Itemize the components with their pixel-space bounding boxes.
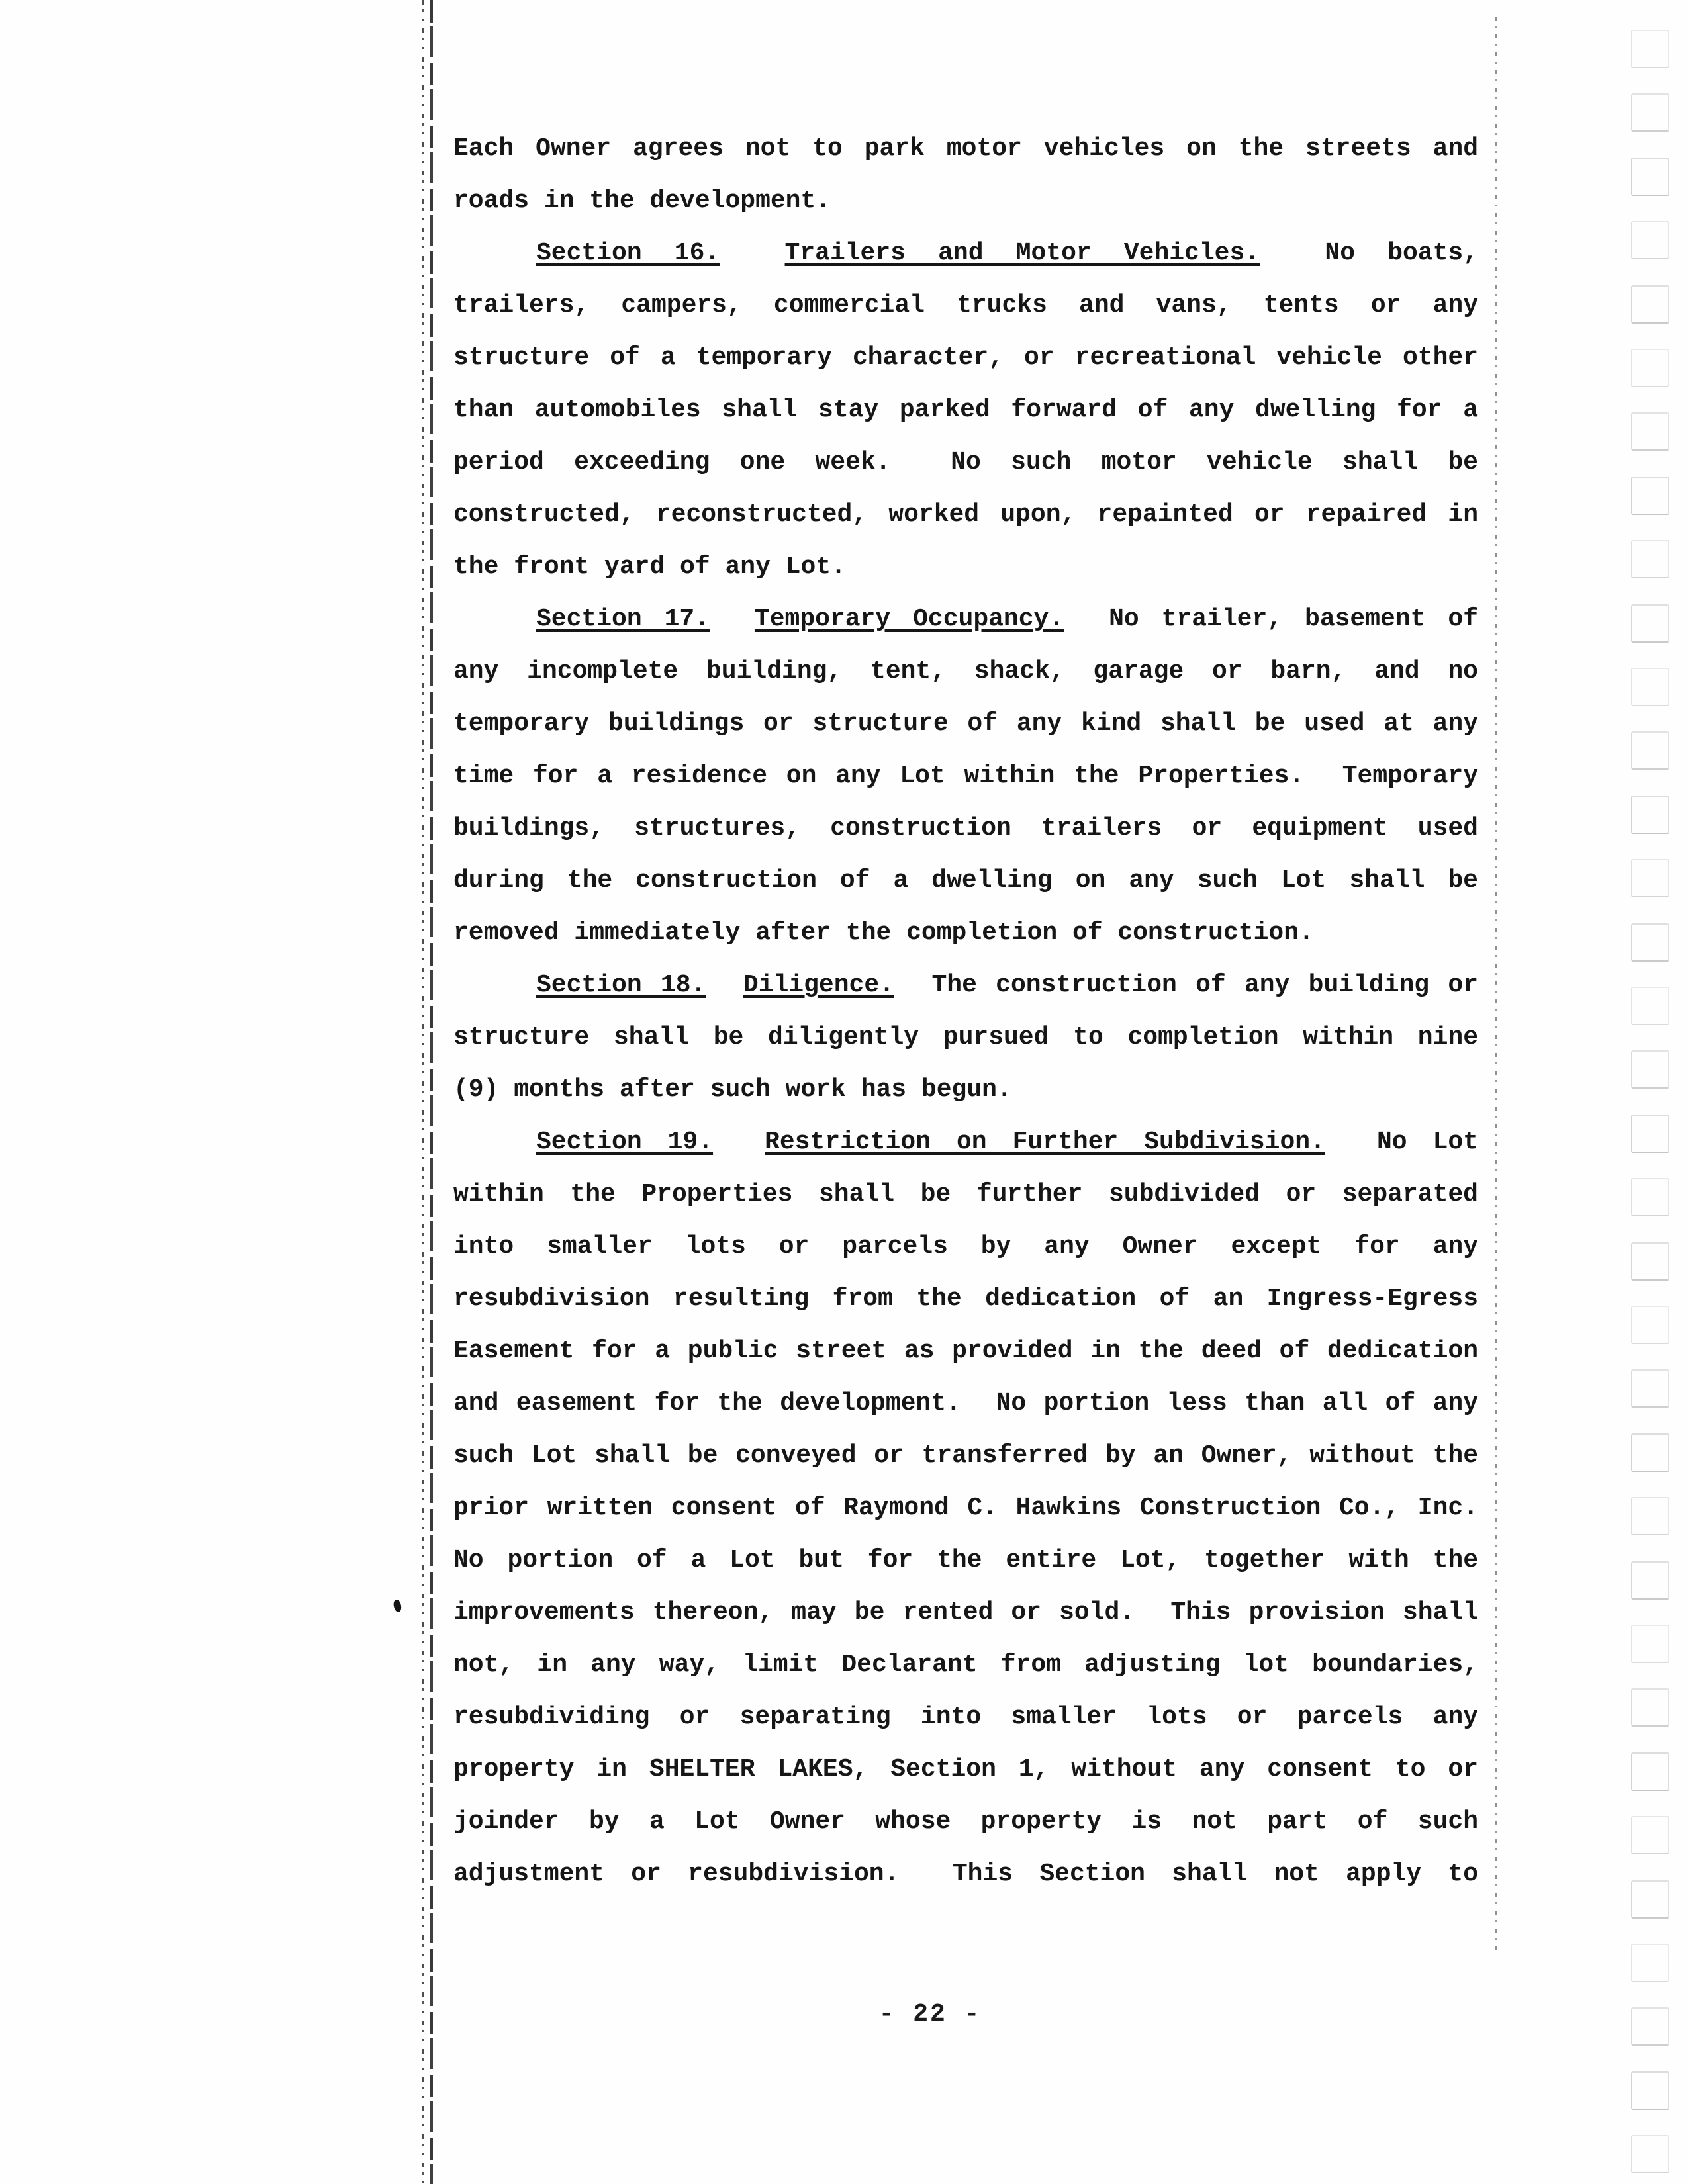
text-line [453,1064,1478,1116]
binding-hole [1631,2135,1669,2173]
text-run: and easement for the development. No portion less than all of any [453,1389,1478,1418]
text-line [453,332,1478,384]
text-line [453,593,1478,645]
page-number: - 22 - [878,2000,982,2028]
text-line [453,436,1478,488]
text-run: trailers, campers, commercial trucks and vans, tents or any [453,291,1478,320]
binding-hole [1631,30,1669,68]
text-line [453,750,1478,802]
binding-hole [1631,158,1669,196]
text-run: resubdividing or separating into smaller lots or parcels any [453,1703,1478,1731]
text-run: structure of a temporary character, or recreational vehicle other [453,343,1478,372]
binding-hole [1631,1433,1669,1472]
text-run: No Lot [1325,1128,1478,1156]
underlined-text-run: Section 17. [536,605,710,633]
text-run: prior written consent of Raymond C. Hawkins Construction Co., Inc. [453,1494,1478,1522]
binding-hole [1631,1115,1669,1153]
text-line [453,1743,1478,1796]
text-run: joinder by a Lot Owner whose property is not part of such [453,1807,1478,1836]
text-line [453,488,1478,541]
text-run: time for a residence on any Lot within the Properties. Temporary [453,762,1478,790]
binding-hole [1631,285,1669,324]
text-line [453,279,1478,332]
text-line [453,541,1478,593]
binding-hole [1631,1688,1669,1727]
text-line [453,1534,1478,1586]
text-line [453,698,1478,750]
binding-hole [1631,796,1669,834]
text-run: No portion of a Lot but for the entire Lot, together with the [453,1546,1478,1574]
text-line [453,384,1478,436]
text-line [453,854,1478,907]
binding-hole [1631,1242,1669,1281]
underlined-text-run: Section 16. [536,239,720,267]
text-line [453,1691,1478,1743]
text-run: within the Properties shall be further subdivided or separated [453,1180,1478,1208]
text-run: adjustment or resubdivision. This Section shall not apply to [453,1860,1478,1888]
binding-hole [1631,1497,1669,1535]
underlined-text-run: Section 18. [536,971,706,999]
binding-hole [1631,349,1669,387]
text-run: Each Owner agrees not to park motor vehicles on the streets and [453,134,1478,163]
text-line [453,1325,1478,1377]
binding-hole [1631,540,1669,578]
binding-hole [1631,1050,1669,1089]
underlined-text-run: Temporary Occupancy. [754,605,1064,633]
text-run: constructed, reconstructed, worked upon, repainted or repaired in [453,500,1478,529]
ink-blot-artifact [393,1599,403,1613]
text-run: removed immediately after the completion of construction. [453,919,1314,947]
text-run: any incomplete building, tent, shack, garage or barn, and no [453,657,1478,686]
text-line [453,1377,1478,1430]
binding-hole [1631,1369,1669,1408]
underlined-text-run: Section 19. [536,1128,714,1156]
text-run: property in SHELTER LAKES, Section 1, without any consent to or [453,1755,1478,1784]
text-line [453,1639,1478,1691]
text-line [453,1796,1478,1848]
text-run [720,239,784,267]
underlined-text-run: Trailers and Motor Vehicles. [784,239,1260,267]
binding-hole [1631,1880,1669,1919]
text-line [453,1430,1478,1482]
text-run: (9) months after such work has begun. [453,1075,1012,1104]
text-run: period exceeding one week. No such motor vehicle shall be [453,448,1478,477]
text-line [453,1011,1478,1064]
text-run [706,971,743,999]
binding-hole [1631,1178,1669,1216]
text-line [453,122,1478,175]
binding-hole [1631,859,1669,897]
underlined-text-run: Restriction on Further Subdivision. [765,1128,1325,1156]
text-line [453,175,1478,227]
text-run: buildings, structures, construction trailers or equipment used [453,814,1478,842]
binding-hole [1631,668,1669,706]
text-run: resubdivision resulting from the dedication of an Ingress-Egress [453,1285,1478,1313]
text-run: improvements thereon, may be rented or sold. This provision shall [453,1598,1478,1627]
text-run: such Lot shall be conveyed or transferred by an Owner, without the [453,1441,1478,1470]
binding-hole [1631,987,1669,1025]
text-line [453,1586,1478,1639]
underlined-text-run: Diligence. [743,971,894,999]
binding-hole [1631,477,1669,515]
text-run: temporary buildings or structure of any kind shall be used at any [453,709,1478,738]
text-run: No trailer, basement of [1064,605,1479,633]
text-line [453,802,1478,854]
binding-hole [1631,1944,1669,1982]
text-line [453,907,1478,959]
binding-hole [1631,93,1669,132]
document-text-block [453,122,1478,1900]
binding-hole [1631,923,1669,962]
binding-hole [1631,2071,1669,2110]
text-line [453,959,1478,1011]
text-run: the front yard of any Lot. [453,553,846,581]
binding-hole [1631,2007,1669,2046]
binding-hole [1631,1752,1669,1791]
binding-hole [1631,221,1669,259]
text-run: The construction of any building or [894,971,1478,999]
text-line [453,645,1478,698]
right-page-edge-dotted-line [1495,17,1497,1952]
binding-hole [1631,1306,1669,1344]
text-line [453,1848,1478,1900]
binding-hole [1631,1816,1669,1854]
text-run: No boats, [1260,239,1479,267]
text-run: structure shall be diligently pursued to completion within nine [453,1023,1478,1052]
text-line [453,227,1478,279]
binding-hole [1631,731,1669,770]
text-line [453,1482,1478,1534]
text-run [713,1128,765,1156]
text-line [453,1273,1478,1325]
text-line [453,1116,1478,1168]
binding-hole [1631,1561,1669,1600]
binding-hole [1631,604,1669,643]
text-run: Easement for a public street as provided in the deed of dedication [453,1337,1478,1365]
text-run: not, in any way, limit Declarant from adjusting lot boundaries, [453,1651,1478,1679]
text-run: during the construction of a dwelling on any such Lot shall be [453,866,1478,895]
binding-hole [1631,1625,1669,1663]
text-run: than automobiles shall stay parked forward of any dwelling for a [453,396,1478,424]
text-run [710,605,755,633]
left-page-edge-dashed-line-2 [430,0,433,2184]
text-run: roads in the development. [453,187,831,215]
left-page-edge-dashed-line [422,0,424,2184]
text-line [453,1220,1478,1273]
text-run: into smaller lots or parcels by any Owner except for any [453,1232,1478,1261]
text-line [453,1168,1478,1220]
binding-hole [1631,412,1669,451]
